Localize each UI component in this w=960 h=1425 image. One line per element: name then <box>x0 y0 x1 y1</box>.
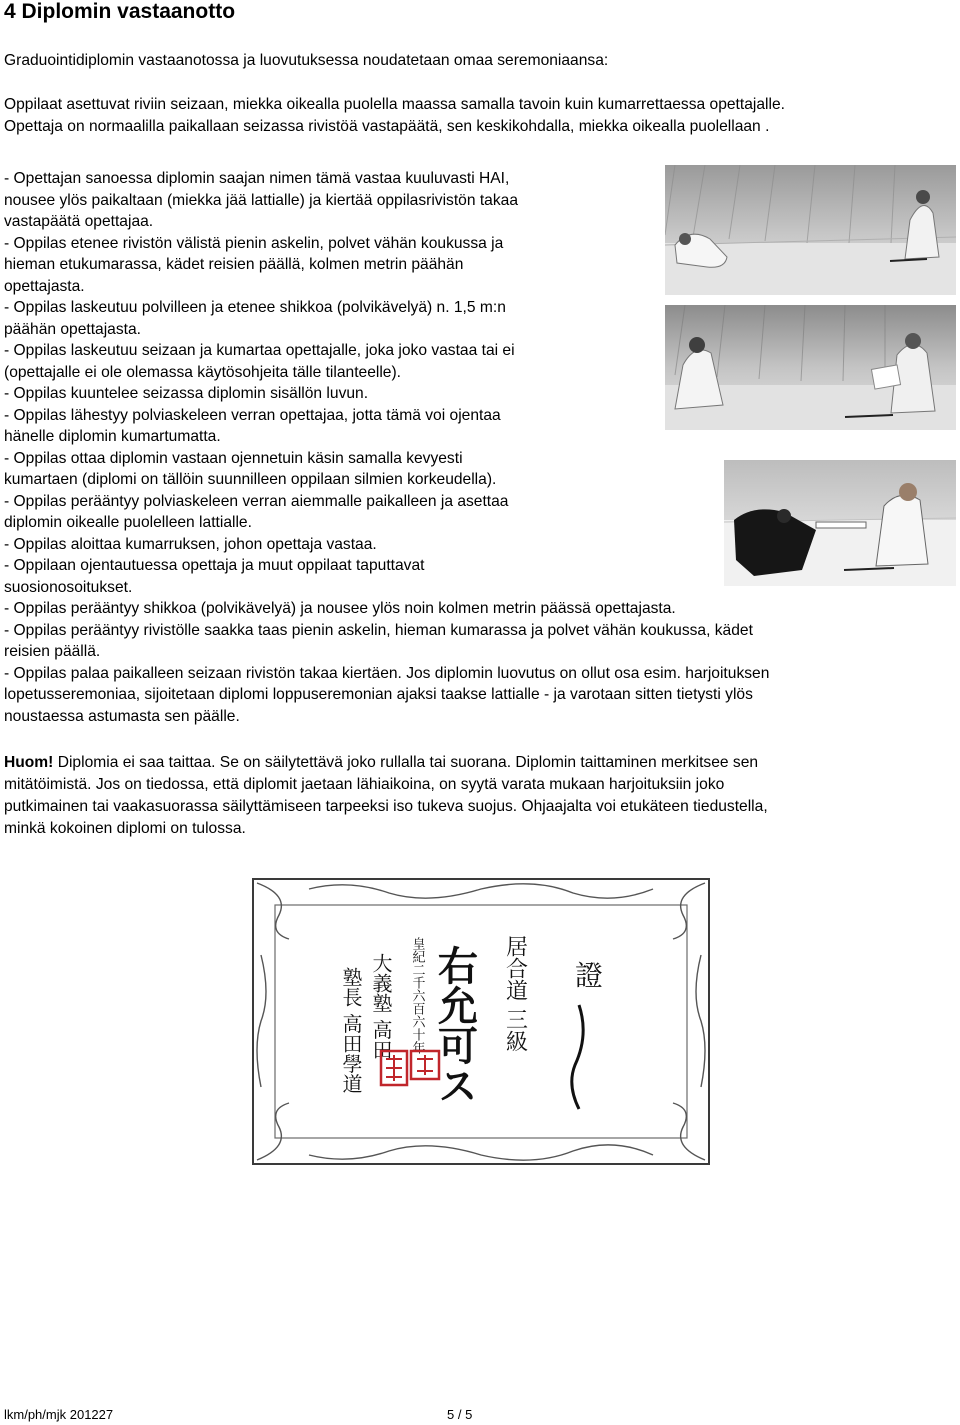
note-label: Huom! <box>4 754 54 771</box>
step-line: - Oppilas lähestyy polviaskeleen verran opettajaa, jotta tämä voi ojentaa <box>4 406 501 424</box>
photo-handing-diploma <box>724 460 956 586</box>
note-line-4: minkä kokoinen diplomi on tulossa. <box>4 820 246 837</box>
setup-line-2: Opettaja on normaalilla paikallaan seizassa rivistöä vastapäätä, sen keskikohdalla, miekka oikealla puolellaan . <box>4 118 770 135</box>
step-line: - Oppilas perääntyy polviaskeleen verran aiemmalle paikalleen ja asettaa <box>4 492 509 510</box>
note-line-2: mitätöimistä. Jos on tiedossa, että diplomit jaetaan lähiaikoina, on syytä varata mukaan harjoituksiin joko <box>4 776 725 793</box>
step-line: diplomin oikealle puolelleen lattialle. <box>4 514 252 531</box>
section-heading: 4 Diplomin vastaanotto <box>4 0 236 23</box>
step-line: - Opettajan sanoessa diplomin saajan nimen tämä vastaa kuuluvasti HAI, <box>4 170 510 187</box>
diploma-col-4: 皇紀二千六百六十年 <box>409 937 425 1054</box>
diploma-certificate-image <box>249 875 713 1168</box>
step-line: noustaessa astumasta sen päälle. <box>4 707 240 725</box>
diploma-col-5: 大義塾 高田 <box>369 953 393 1060</box>
step-line: hieman etukumarassa, kädet reisien päällä, kolmen metrin päähän <box>4 256 464 273</box>
step-line: - Oppilas laskeutuu polvilleen ja etenee shikkoa (polvikävelyä) n. 1,5 m:n <box>4 299 506 316</box>
diploma-col-6: 塾長 高田學道 <box>339 967 363 1094</box>
diploma-col-3: 右允可ス <box>431 945 479 1105</box>
step-line: reisien päällä. <box>4 643 101 660</box>
step-line: nousee ylös paikaltaan (miekka jää lattialle) ja kiertää oppilasrivistön takaa <box>4 191 518 209</box>
diploma-col-1: 證 <box>575 959 604 992</box>
step-line: vastapäätä opettajaa. <box>4 213 154 230</box>
step-line: - Oppilas kuuntelee seizassa diplomin sisällön luvun. <box>4 385 369 402</box>
setup-line-1: Oppilaat asettuvat riviin seizaan, miekka oikealla puolella maassa samalla tavoin kuin kumarrettaessa opettajalle. <box>4 96 785 113</box>
step-line: hänelle diplomin kumartumatta. <box>4 428 221 445</box>
footer-page-number: 5 / 5 <box>447 1407 473 1422</box>
photo-teacher-reading-diploma <box>665 305 956 430</box>
note-line-1 <box>4 752 758 774</box>
step-line: opettajasta. <box>4 277 85 295</box>
step-line: - Oppilas ottaa diplomin vastaan ojennetuin käsin samalla kevyesti <box>4 449 463 467</box>
step-line: - Oppilas palaa paikalleen seizaan rivistön takaa kiertäen. Jos diplomin luovutus on ollut osa esim. harjoituksen <box>4 664 770 682</box>
step-line: - Oppilaan ojentautuessa opettaja ja muut oppilaat taputtavat <box>4 557 425 574</box>
step-line: (opettajalle ei ole olemassa käytösohjeita tälle tilanteelle). <box>4 363 402 381</box>
step-line: - Oppilas perääntyy rivistölle saakka taas pienin askelin, hieman kumarassa ja polvet vähän koukussa, kädet <box>4 621 753 639</box>
photo-bowing-student <box>665 165 956 295</box>
note-line-3: putkimainen tai vaakasuorassa säilyttämiseen tarpeeksi iso tukeva suojus. Ohjaajalta voi etukäteen tiedustella, <box>4 798 768 815</box>
step-line: lopetusseremoniaa, sijoitetaan diplomi loppuseremonian ajaksi taakse lattialle - ja varotaan sitten tietysti ylös <box>4 686 753 703</box>
step-line: päähän opettajasta. <box>4 320 141 338</box>
diploma-col-2: 居合道 三級 <box>502 935 528 1052</box>
note-text: Diplomia ei saa taittaa. Se on säilytettävä joko rullalla tai suorana. Diplomin taittaminen merkitsee sen <box>53 754 759 771</box>
step-line: kumartaen (diplomi on tällöin suunnilleen oppilaan silmien korkeudella). <box>4 471 497 488</box>
footer-left: lkm/ph/mjk 201227 <box>4 1407 114 1422</box>
step-line: - Oppilas etenee rivistön välistä pienin askelin, polvet vähän koukussa ja <box>4 234 504 252</box>
step-line: suosionosoitukset. <box>4 578 133 596</box>
step-line: - Oppilas aloittaa kumarruksen, johon opettaja vastaa. <box>4 535 377 553</box>
step-line: - Oppilas laskeutuu seizaan ja kumartaa opettajalle, joka joko vastaa tai ei <box>4 342 515 359</box>
step-line: - Oppilas perääntyy shikkoa (polvikävelyä) ja nousee ylös noin kolmen metrin päässä opettajasta. <box>4 600 676 617</box>
intro-paragraph: Graduointidiplomin vastaanotossa ja luovutuksessa noudatetaan omaa seremoniaansa: <box>4 52 609 69</box>
